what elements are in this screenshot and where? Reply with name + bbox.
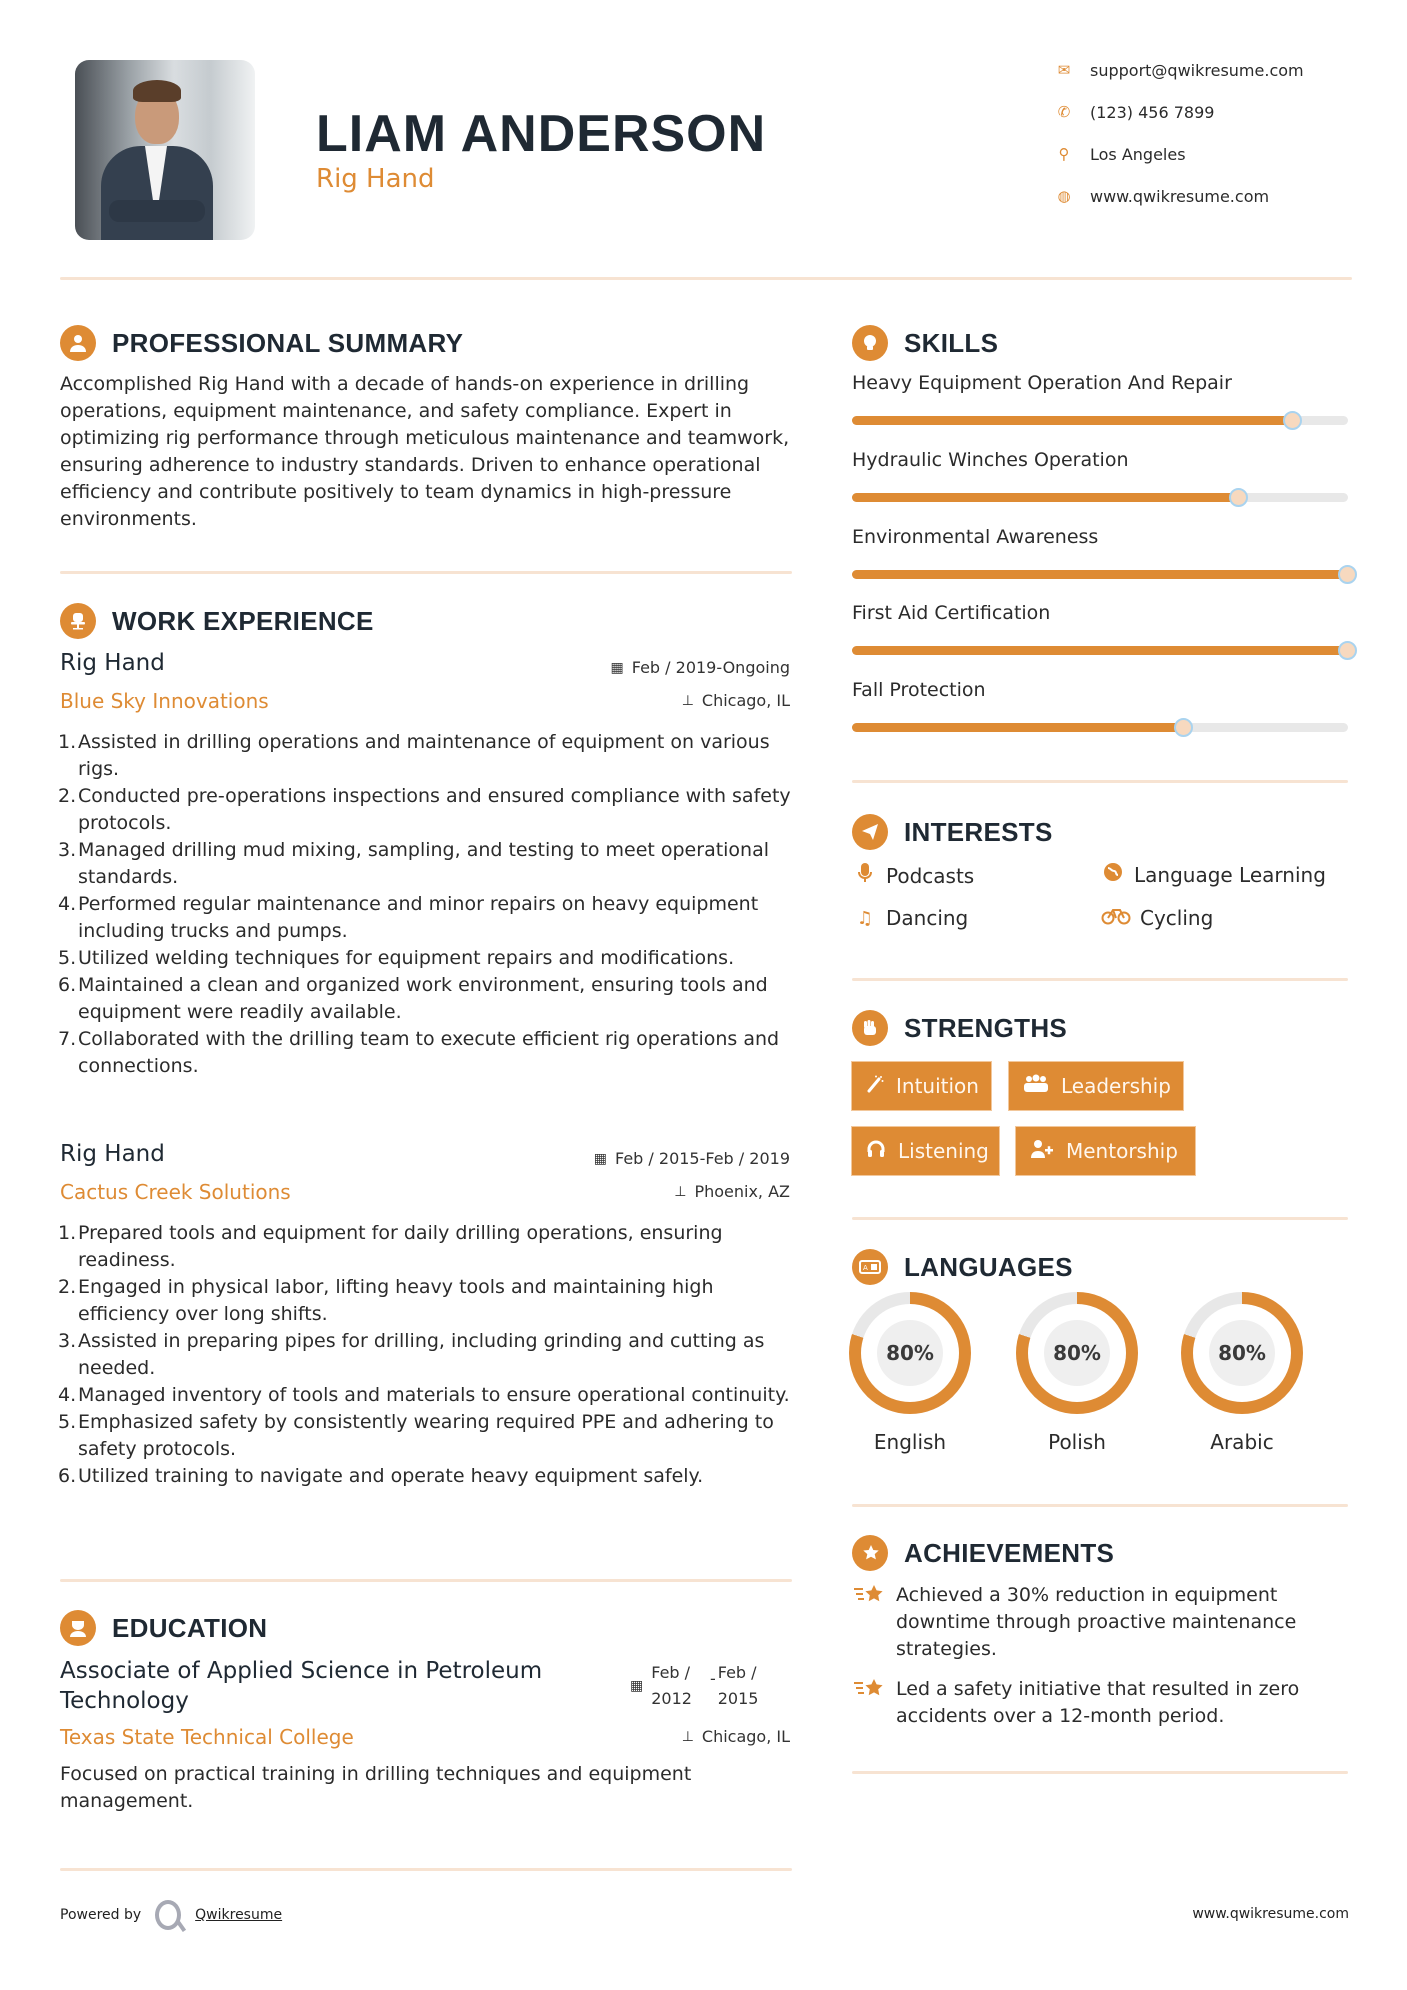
microphone-icon	[852, 862, 878, 889]
contact-email[interactable]	[1054, 58, 1304, 82]
list-item: 2. Conducted pre-operations inspections and ensured compliance with safety protocols.	[58, 785, 791, 834]
skill-bar	[852, 493, 1348, 502]
languages-divider	[852, 1504, 1348, 1507]
strength-mentorship: Mentorship	[1015, 1126, 1196, 1176]
skill-slider-handle	[1229, 488, 1248, 507]
skill-label: Heavy Equipment Operation And Repair	[852, 372, 1232, 394]
language-percent: 80%	[877, 1320, 943, 1386]
skill-slider-handle	[1283, 411, 1302, 430]
job-2-role: Rig Hand	[60, 1141, 165, 1167]
language-percent: 80%	[1044, 1320, 1110, 1386]
strength-leadership: Leadership	[1008, 1061, 1184, 1111]
list-item: 5. Utilized welding techniques for equipment repairs and modifications.	[58, 947, 735, 969]
skill-bar	[852, 723, 1348, 732]
contact-location	[1054, 142, 1186, 166]
pushpin-icon: ⊥	[681, 1728, 694, 1745]
list-item: 7. Collaborated with the drilling team to execute efficient rig operations and connections.	[58, 1028, 780, 1077]
strengths-heading	[852, 1010, 1067, 1046]
pushpin-icon: ⊥	[674, 1183, 687, 1200]
list-item: 3. Assisted in preparing pipes for drilling, including grinding and cutting as needed.	[58, 1330, 765, 1379]
list-item: 4. Performed regular maintenance and minor repairs on heavy equipment including trucks and pumps.	[58, 893, 759, 942]
pushpin-icon: ⊥	[681, 692, 694, 709]
job-1-company: Blue Sky Innovations	[60, 689, 269, 713]
skill-bar	[852, 646, 1348, 655]
experience-divider	[60, 1579, 792, 1582]
job-1-location	[682, 691, 790, 710]
language-ring-english	[849, 1292, 971, 1414]
contact-email-text: support@qwikresume.com	[1090, 60, 1304, 80]
education-location	[682, 1727, 790, 1746]
education-heading	[60, 1610, 267, 1646]
interest-cycling: Cycling	[1100, 906, 1213, 930]
languages-title: LANGUAGES	[904, 1251, 1073, 1282]
profile-photo	[75, 60, 255, 240]
achievements-title: ACHIEVEMENTS	[904, 1537, 1115, 1568]
footer-url[interactable]: www.qwikresume.com	[1192, 1906, 1349, 1922]
qwikresume-logo-icon	[155, 1900, 181, 1930]
interests-divider	[852, 978, 1348, 981]
language-label: Polish	[1048, 1430, 1106, 1454]
list-item: 1. Prepared tools and equipment for daily drilling operations, ensuring readiness.	[58, 1222, 723, 1271]
education-location-text: Chicago, IL	[701, 1727, 790, 1746]
envelope-icon: ✉	[1057, 61, 1071, 79]
strengths-title: STRENGTHS	[904, 1012, 1068, 1043]
language-ring-polish	[1016, 1292, 1138, 1414]
achievement-item: Achieved a 30% reduction in equipment downtime through proactive maintenance strategies.	[852, 1582, 1352, 1663]
job-2-dates	[594, 1149, 790, 1168]
interest-dancing: ♫ Dancing	[852, 906, 968, 930]
map-pin-icon: ⚲	[1058, 145, 1070, 163]
summary-divider	[60, 571, 792, 574]
achievements-heading	[852, 1535, 1114, 1571]
star-badge-icon	[852, 1535, 888, 1571]
job-1-role: Rig Hand	[60, 650, 165, 676]
job-1-dates	[611, 658, 790, 677]
user-icon	[60, 325, 96, 361]
interests-heading	[852, 814, 1053, 850]
achievement-item: Led a safety initiative that resulted in zero accidents over a 12-month period.	[852, 1676, 1352, 1730]
summary-title: PROFESSIONAL SUMMARY	[112, 327, 464, 358]
list-item: 6. Utilized training to navigate and operate heavy equipment safely.	[58, 1465, 704, 1487]
headphones-icon	[866, 1139, 886, 1164]
interest-podcasts: Podcasts	[852, 862, 974, 889]
svg-text:A: A	[863, 1264, 868, 1272]
language-label: Arabic	[1210, 1430, 1274, 1454]
skill-label: Fall Protection	[852, 679, 986, 701]
skill-bar	[852, 416, 1348, 425]
skills-divider	[852, 780, 1348, 783]
contact-website[interactable]	[1054, 184, 1269, 208]
languages-heading	[852, 1249, 1073, 1285]
lightbulb-icon	[852, 325, 888, 361]
skills-title: SKILLS	[904, 327, 999, 358]
fist-icon	[852, 1010, 888, 1046]
language-ring-arabic	[1181, 1292, 1303, 1414]
contact-website-text: www.qwikresume.com	[1090, 186, 1270, 206]
experience-title: WORK EXPERIENCE	[112, 605, 374, 636]
summary-heading	[60, 325, 463, 361]
skill-slider-handle	[1338, 641, 1357, 660]
achievements-divider	[852, 1771, 1348, 1774]
summary-text: Accomplished Rig Hand with a decade of hands-on experience in drilling operations, equipment maintenance, and safety compliance. Expert in optimizing rig performance through meticulous maintenance and teamwork, ensuring adherence to industry standards. Driven to enhance operational efficiency and contribute positively to team dynamics in high-pressure environments.	[60, 373, 790, 530]
skill-label: Hydraulic Winches Operation	[852, 449, 1129, 471]
interest-language-learning: Language Learning	[1100, 862, 1326, 887]
skill-slider-handle	[1174, 718, 1193, 737]
job-1-dates-text: Feb / 2019-Ongoing	[631, 658, 790, 677]
job-1-location-text: Chicago, IL	[701, 691, 790, 710]
job-2-company: Cactus Creek Solutions	[60, 1180, 291, 1204]
education-title: EDUCATION	[112, 1612, 268, 1643]
candidate-job-title: Rig Hand	[316, 164, 435, 194]
skills-heading	[852, 325, 998, 361]
footer-powered-by: Powered by Qwikresume	[60, 1900, 282, 1930]
skill-bar	[852, 570, 1348, 579]
language-label: English	[873, 1430, 947, 1454]
users-icon	[1023, 1074, 1049, 1099]
user-plus-icon	[1030, 1139, 1054, 1164]
education-degree: Associate of Applied Science in Petroleum Technology	[60, 1658, 543, 1714]
job-2-dates-text: Feb / 2015-Feb / 2019	[615, 1149, 790, 1168]
contact-phone-text: (123) 456 7899	[1090, 102, 1215, 122]
skill-label: Environmental Awareness	[852, 526, 1099, 548]
contact-phone[interactable]	[1054, 100, 1214, 124]
candidate-name: LIAM ANDERSON	[316, 105, 767, 163]
translate-icon	[852, 1249, 888, 1285]
graduate-icon	[60, 1610, 96, 1646]
shooting-star-icon	[852, 1582, 896, 1663]
globe-icon: ◍	[1057, 187, 1071, 205]
education-description: Focused on practical training in drilling techniques and equipment management.	[60, 1763, 692, 1812]
chair-icon	[60, 603, 96, 639]
shooting-star-icon	[852, 1676, 896, 1730]
magic-wand-icon	[866, 1075, 884, 1098]
contact-location-text: Los Angeles	[1090, 144, 1186, 164]
globe-icon	[1100, 862, 1126, 887]
strength-intuition: Intuition	[851, 1061, 992, 1111]
list-item: 1. Assisted in drilling operations and maintenance of equipment on various rigs.	[58, 731, 770, 780]
list-item: 5. Emphasized safety by consistently wearing required PPE and adhering to safety protocols.	[58, 1411, 774, 1460]
list-item: 6. Maintained a clean and organized work environment, ensuring tools and equipment were readily available.	[58, 974, 768, 1023]
paper-plane-icon	[852, 814, 888, 850]
list-item: 2. Engaged in physical labor, lifting heavy tools and maintaining high efficiency over long shifts.	[58, 1276, 714, 1325]
job-2-bullets	[60, 1220, 800, 1490]
phone-icon: ✆	[1057, 103, 1071, 121]
list-item: 4. Managed inventory of tools and materials to ensure operational continuity.	[58, 1384, 790, 1406]
calendar-icon: ▦	[610, 659, 624, 676]
music-note-icon: ♫	[856, 907, 874, 929]
interests-title: INTERESTS	[904, 816, 1053, 847]
education-divider	[60, 1868, 792, 1871]
experience-heading	[60, 603, 374, 639]
job-2-location-text: Phoenix, AZ	[694, 1182, 790, 1201]
bicycle-icon	[1100, 907, 1132, 930]
list-item: 3. Managed drilling mud mixing, sampling, and testing to meet operational standards.	[58, 839, 770, 888]
header-divider	[60, 277, 1352, 280]
calendar-icon: ▦	[593, 1150, 607, 1167]
qwikresume-link[interactable]: Qwikresume	[195, 1907, 283, 1923]
skill-label: First Aid Certification	[852, 602, 1051, 624]
strengths-divider	[852, 1217, 1348, 1220]
skill-slider-handle	[1338, 565, 1357, 584]
language-percent: 80%	[1209, 1320, 1275, 1386]
job-2-location	[674, 1182, 790, 1201]
calendar-icon: ▦	[630, 1678, 644, 1694]
education-dates: ▦ Feb / 2012 - Feb / 2015	[630, 1660, 758, 1712]
strength-listening: Listening	[851, 1126, 1000, 1176]
job-1-bullets	[60, 729, 800, 1080]
education-school: Texas State Technical College	[60, 1725, 354, 1749]
